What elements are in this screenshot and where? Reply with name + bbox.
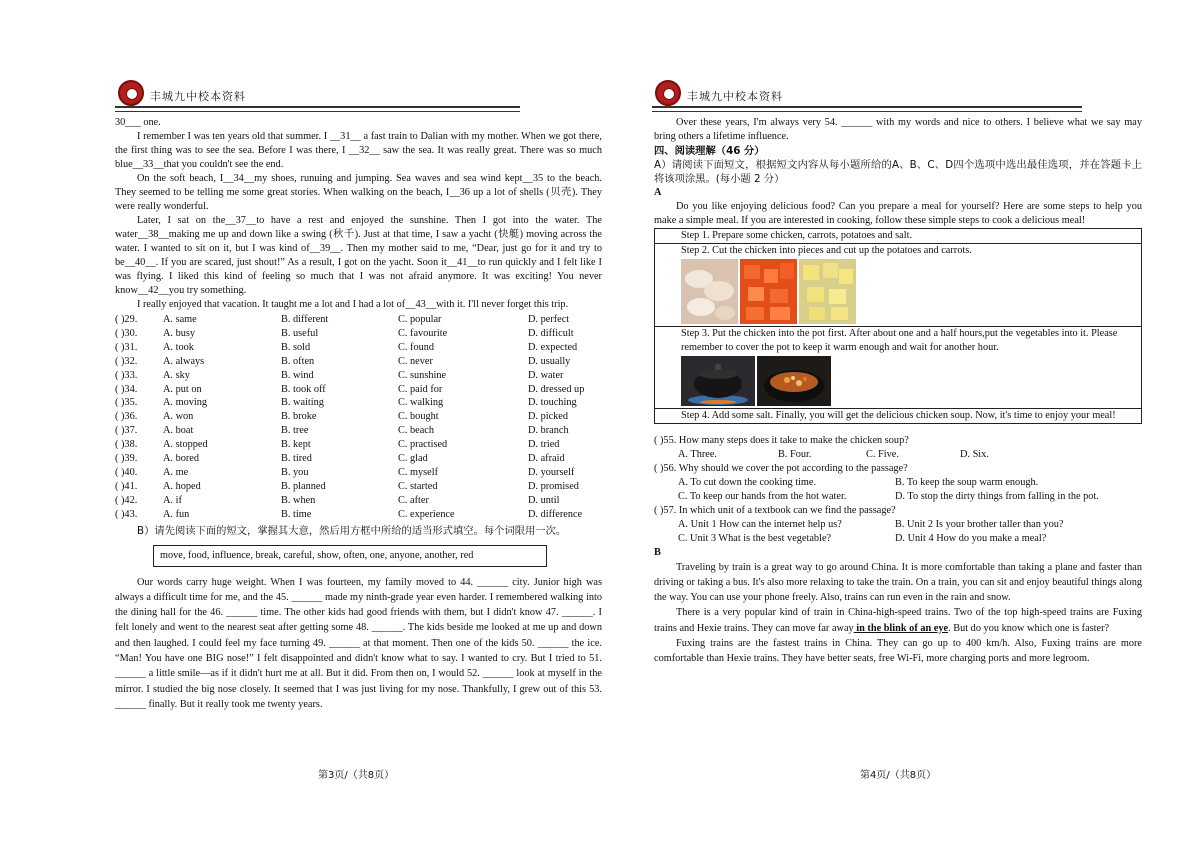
option-d: D. usually	[528, 355, 571, 367]
option: A. Three.	[678, 448, 717, 460]
option-b: B. kept	[281, 439, 311, 451]
step-1: Step 1. Prepare some chicken, carrots, potatoes and salt.	[655, 229, 1142, 244]
option-row	[115, 383, 584, 397]
option: B. To keep the soup warm enough.	[895, 476, 1039, 488]
option: A. Unit 1 How can the internet help us?	[678, 518, 842, 530]
option-c: C. beach	[398, 425, 435, 437]
school-logo-icon	[655, 80, 681, 106]
option-row	[115, 369, 584, 383]
left-content	[115, 116, 602, 712]
section4-instruction: A）请阅读下面短文，根据短文内容从每小题所给的A、B、C、D四个选项中选出最佳选项，并在答题卡上将该项涂黑。(每小题 2 分）	[654, 159, 1142, 185]
option-c: C. favourite	[398, 327, 448, 339]
option-row	[115, 494, 584, 508]
option-d: D. afraid	[528, 453, 565, 465]
option-a: A. sky	[163, 369, 190, 381]
option-a: A. put on	[163, 383, 202, 395]
option: A. To cut down the cooking time.	[678, 476, 817, 488]
option-d: D. perfect	[528, 314, 570, 325]
option-paren: ( )38.	[115, 439, 138, 451]
option-b: B. planned	[281, 480, 326, 492]
top-paragraph: Over these years, I'm always very 54. ______ with my words and nice to others. I believe what we say may bring others a lifetime influence.	[654, 117, 1142, 142]
option-a: A. took	[163, 341, 194, 353]
option-d: D. dressed up	[528, 383, 585, 395]
cooking-pot-image	[681, 356, 755, 406]
option-c: C. never	[398, 355, 433, 367]
option: C. Unit 3 What is the best vegetable?	[678, 532, 832, 544]
passage-b-p2	[654, 605, 1142, 636]
option-row	[115, 355, 584, 369]
option-b: B. time	[281, 508, 312, 520]
question-56-options	[654, 476, 1142, 490]
option: D. To stop the dirty things from falling in the pot.	[895, 490, 1099, 502]
option-paren: ( )31.	[115, 341, 138, 353]
option-a: A. stopped	[163, 439, 208, 451]
passage-b-p3: Fuxing trains are the fastest trains in China. They can go up to 400 km/h. Also, Fuxing trains are more comfortable than Hexie trains. They have better seats, free Wi-Fi, more charging ports and more legroom.	[654, 637, 1142, 665]
option-a: A. moving	[163, 397, 208, 409]
option-d: D. branch	[528, 425, 569, 437]
page-footer: 第3页/（共8页）	[318, 770, 395, 781]
option-d: D. touching	[528, 397, 577, 409]
question-55-options	[654, 448, 1142, 462]
header-rule	[652, 106, 1082, 108]
cloze-paragraph: I really enjoyed that vacation. It taught me a lot and I had a lot of__43__with it. I'll never forget this trip.	[137, 299, 569, 310]
potatoes-image	[799, 259, 856, 324]
page-footer: 第4页/（共8页）	[860, 770, 937, 781]
question-57-options	[654, 532, 1142, 546]
option-c: C. glad	[398, 453, 428, 465]
option-c: C. experience	[398, 508, 455, 520]
option-paren: ( )30.	[115, 327, 138, 339]
header-rule-thin	[652, 111, 1082, 112]
option-b: B. when	[281, 494, 316, 506]
option-b: B. took off	[281, 383, 326, 395]
cloze-paragraph: On the soft beach, I__34__my shoes, runuing and jumping. Sea waves and sea wind kept__35 to the beach. They seemed to be telling me some great stories. When walking on the beach, I__36 up a lot of shells (贝壳). They were really wonderful.	[115, 173, 602, 212]
passage-a-label: A	[654, 187, 662, 198]
option-paren: ( )40.	[115, 466, 138, 478]
option-b: B. broke	[281, 411, 317, 423]
option-row	[115, 480, 584, 494]
option-c: C. started	[398, 480, 438, 492]
ingredients-images	[681, 259, 1141, 324]
question-56-options	[654, 490, 1142, 504]
chicken-pieces-image	[681, 259, 738, 324]
passage-b-label: B	[654, 546, 661, 558]
option-b: B. different	[281, 314, 329, 325]
pot-images	[681, 356, 1141, 406]
option-b: B. tired	[281, 453, 312, 465]
option-paren: ( )35.	[115, 397, 138, 409]
word-box: move, food, influence, break, careful, show, often, one, anyone, another, red	[153, 545, 547, 567]
option-d: D. promised	[528, 480, 579, 492]
option-a: A. won	[163, 411, 194, 423]
option-c: C. myself	[398, 466, 439, 478]
school-name: 丰城九中校本资料	[150, 90, 246, 103]
option-paren: ( )37.	[115, 425, 138, 437]
option-row	[115, 313, 584, 327]
passage-a-intro: Do you like enjoying delicious food? Can you prepare a meal for yourself? Here are some steps to help you make a simple meal. If you are interested in cooking, follow these simple steps to cook a delicious meal!	[654, 201, 1142, 226]
questions	[654, 434, 1142, 546]
option-a: A. if	[163, 494, 182, 506]
option-row	[115, 452, 584, 466]
cloze-paragraph: 30___ one.	[115, 117, 161, 128]
option: C. Five.	[866, 448, 899, 460]
question-56: ( )56. Why should we cover the pot according to the passage?	[654, 462, 908, 474]
passage-b-p2-text: There is a very popular kind of train in China-high-speed trains. Two of the top high-speed trains are Fuxing trains and Hexie trains. They can move far away	[654, 607, 1142, 634]
option-paren: ( )29.	[115, 314, 138, 325]
option-d: D. difference	[528, 508, 583, 520]
right-content	[654, 116, 1142, 667]
step-2: Step 2. Cut the chicken into pieces and cut up the potatoes and carrots.	[681, 244, 972, 256]
header-rule-thin	[115, 111, 520, 112]
section4-title: 四、阅读理解（46 分）	[654, 145, 765, 157]
option-b: B. wind	[281, 369, 314, 381]
recipe-steps-table	[654, 228, 1142, 424]
option-d: D. water	[528, 369, 564, 381]
carrots-image	[740, 259, 797, 324]
header-rule	[115, 106, 520, 108]
option-a: A. bored	[163, 453, 200, 465]
option-b: B. often	[281, 355, 315, 367]
option-paren: ( )41.	[115, 480, 138, 492]
option-b: B. you	[281, 466, 309, 478]
option-paren: ( )32.	[115, 355, 138, 367]
passage-b-p1: Traveling by train is a great way to go around China. It is more comfortable than taking a plane and faster than driving or taking a bus. It's also more relaxing to take the train. On a train, you can sit and enjoy beautiful things along the way. You can use your phone freely. Also, trains can run even in the rain and snow.	[654, 561, 1142, 604]
option-a: A. hoped	[163, 480, 201, 492]
option-paren: ( )43.	[115, 508, 138, 520]
option-row	[115, 424, 584, 438]
option-d: D. picked	[528, 411, 569, 423]
question-57-options	[654, 518, 1142, 532]
option-a: A. boat	[163, 425, 194, 437]
option-a: A. always	[163, 355, 205, 367]
option-d: D. tried	[528, 439, 560, 451]
step-3: Step 3. Put the chicken into the pot first. After about one and a half hours,put the vegetables into it. Please remember to cover the pot to keep it warm enough and wait for another hour.	[681, 328, 1118, 353]
option-row	[115, 438, 584, 452]
option-row	[115, 327, 584, 341]
option-paren: ( )33.	[115, 369, 138, 381]
right-page	[600, 0, 1200, 849]
option-paren: ( )36.	[115, 411, 138, 423]
option-a: A. same	[163, 314, 197, 325]
option-row	[115, 341, 584, 355]
option-b: B. waiting	[281, 397, 324, 409]
cloze-paragraph: Later, I sat on the__37__to have a rest and enjoyed the sunshine. Then I got into the water. The water__38__making me up and down like a swing (秋千). Just at that time, I saw a yacht (快艇) moving across the water. I wanted to sit on it, but I was kind of__39__. Then my mother said to me, “Dear, just go for it and try to be__40__. If you are scared, just shout!” As a result, I got on the yacht. Soon it__41__to run quickly and I felt like I was flying. I liked this kind of feeling so much that I was not afraid anymore. It was exciting! You never know__42__you try something.	[115, 215, 602, 296]
option-paren: ( )34.	[115, 383, 138, 395]
idiom-underlined: in the blink of an eye	[853, 622, 949, 634]
question-57: ( )57. In which unit of a textbook can we find the passage?	[654, 504, 896, 516]
option-d: D. expected	[528, 341, 578, 353]
option-b: B. tree	[281, 425, 309, 437]
option-c: C. found	[398, 341, 435, 353]
passage-b-train	[654, 560, 1142, 667]
option-d: D. yourself	[528, 466, 575, 478]
step-4: Step 4. Add some salt. Finally, you will get the delicious chicken soup. Now, it's time to enjoy your meal!	[681, 410, 1116, 421]
option: B. Unit 2 Is your brother taller than you?	[895, 518, 1064, 530]
option: C. To keep our hands from the hot water.	[678, 490, 847, 502]
option-d: D. difficult	[528, 327, 574, 339]
option-c: C. paid for	[398, 383, 443, 395]
option: D. Six.	[960, 448, 989, 460]
option-c: C. popular	[398, 314, 442, 325]
option-a: A. busy	[163, 327, 196, 339]
option-c: C. practised	[398, 439, 448, 451]
option-c: C. walking	[398, 397, 444, 409]
passage-b	[115, 575, 602, 713]
question-55: ( )55. How many steps does it take to make the chicken soup?	[654, 434, 909, 446]
option-row	[115, 396, 584, 410]
cloze-paragraph: I remember I was ten years old that summer. I __31__ a fast train to Dalian with my mother. When we got there, the first thing was to see the sea. Before I was there, I __32__ saw the sea. It was really great. There was so much blue__33__that you couldn't see the end.	[115, 131, 602, 170]
school-name: 丰城九中校本资料	[687, 90, 783, 103]
option-a: A. fun	[163, 508, 190, 520]
soup-pot-image	[757, 356, 831, 406]
option: B. Four.	[778, 448, 812, 460]
option-row	[115, 410, 584, 424]
option-d: D. until	[528, 494, 560, 506]
option-a: A. me	[163, 466, 189, 478]
option-c: C. bought	[398, 411, 439, 423]
option-paren: ( )42.	[115, 494, 138, 506]
option: D. Unit 4 How do you make a meal?	[895, 532, 1047, 544]
option-b: B. sold	[281, 341, 311, 353]
option-b: B. useful	[281, 327, 319, 339]
option-row	[115, 466, 584, 480]
option-paren: ( )39.	[115, 453, 138, 465]
school-logo-icon	[118, 80, 144, 106]
option-c: C. after	[398, 494, 429, 506]
option-row	[115, 508, 584, 522]
passage-b-p2-text: . But do you know which one is faster?	[948, 622, 1110, 634]
section-b-instruction: B）请先阅读下面的短文，掌握其大意，然后用方框中所给的适当形式填空。每个词限用一次。	[137, 524, 567, 537]
cloze-options-table	[115, 313, 584, 522]
option-c: C. sunshine	[398, 369, 447, 381]
passage-b-text: Our words carry huge weight. When I was fourteen, my family moved to 44. ______ city. Junior high was always a difficult time for me, and the 45. ______ made my ninth-grade year even harder. I remembered walking into the dining hall for the 46. ______ time. The other kids had good friends with them, but I didn't know 47. ______. I felt lonely and went to the nearest seat after getting some 48. ______. The kids beside me looked at me up and down and then laughed. I could feel my face turning 49. ______ at that moment. Then one of the kids 50. ______ the ice. “Man! You have one BIG nose!” I felt disappointed and didn't know what to say. I wanted to cry. But I tried to 51. ______ a little smile—as if it didn't hurt me at all. But it did. From then on, I would 52. ______ look at myself in the mirror. I studied the big nose closely. It seemed that I was just living for my nose. Thankfully, I grew out of this 53. ______ finally. But it really took me twenty years.	[115, 576, 602, 710]
